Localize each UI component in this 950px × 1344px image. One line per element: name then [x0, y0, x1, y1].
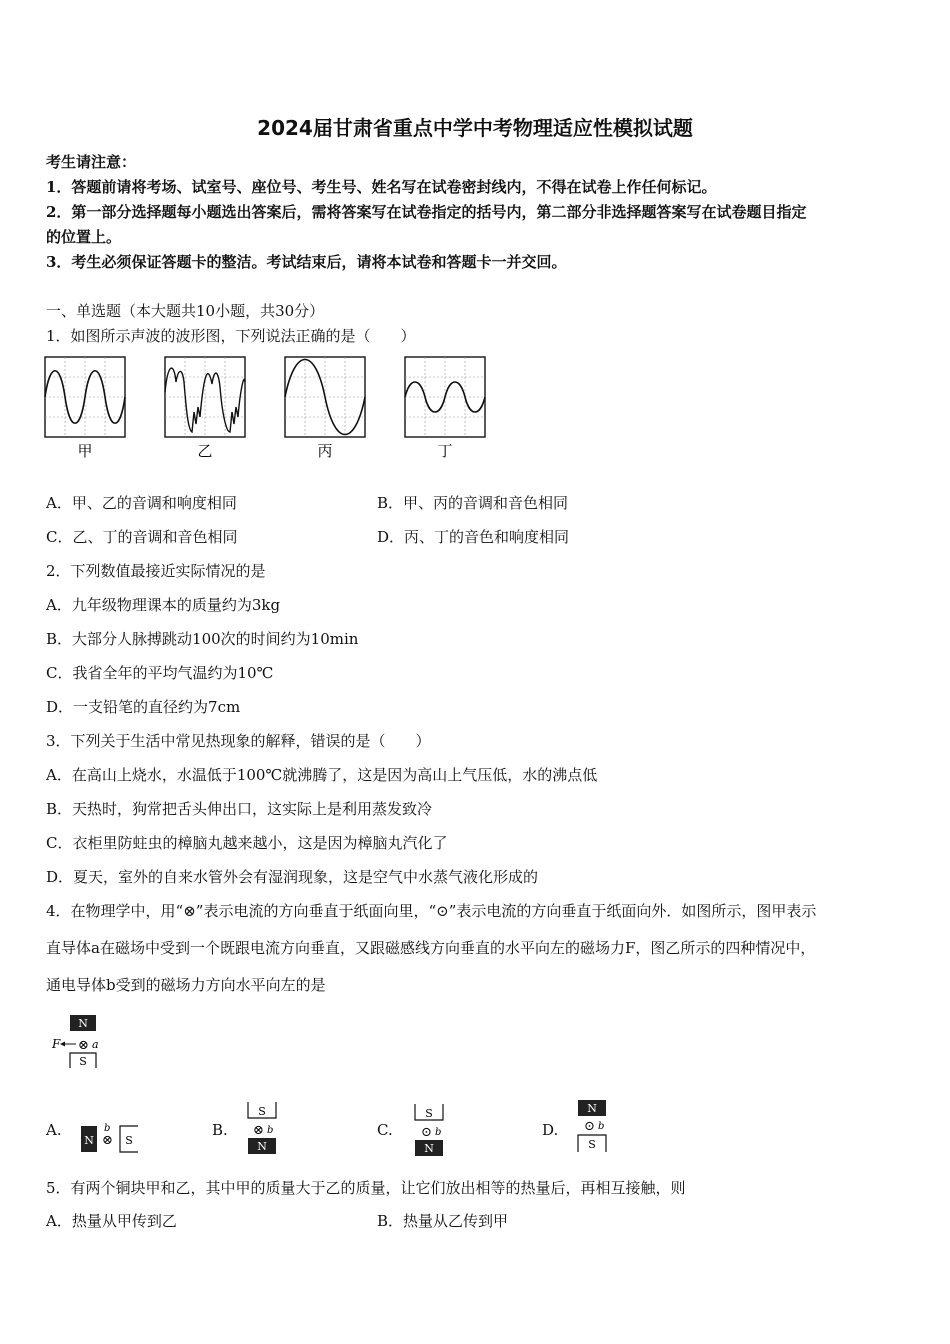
svg-text:N: N	[78, 1017, 88, 1030]
svg-text:N: N	[84, 1134, 94, 1147]
svg-text:F: F	[52, 1037, 61, 1051]
question-5-stem: 5．有两个铜块甲和乙，其中甲的质量大于乙的质量，让它们放出相等的热量后，再相互接触，则	[46, 1179, 686, 1197]
question-4-stem: 通电导体b受到的磁场力方向水平向左的是	[46, 976, 326, 994]
waveform-label: 丙	[317, 442, 333, 460]
q2-option-d[interactable]: D．一支铅笔的直径约为7cm	[46, 698, 241, 716]
q1-option-c[interactable]: C．乙、丁的音调和音色相同	[46, 528, 238, 546]
question-4-stem: 直导体a在磁场中受到一个既跟电流方向垂直，又跟磁感线方向垂直的水平向左的磁场力F，图乙所示的四种情况中，	[46, 939, 816, 957]
question-2-stem: 2．下列数值最接近实际情况的是	[46, 562, 266, 580]
waveform-bing	[285, 357, 365, 460]
q4-option-d[interactable]: D.	[542, 1121, 559, 1139]
q1-option-d[interactable]: D．丙、丁的音色和响度相同	[377, 528, 570, 546]
svg-text:b: b	[435, 1127, 442, 1138]
svg-text:b: b	[104, 1123, 111, 1134]
svg-text:S: S	[425, 1107, 433, 1120]
svg-text:b: b	[598, 1121, 605, 1132]
q2-option-a[interactable]: A．九年级物理课本的质量约为3kg	[46, 596, 281, 614]
notice-item: 1．答题前请将考场、试室号、座位号、考生号、姓名写在试卷密封线内，不得在试卷上作任何标记。	[46, 178, 717, 196]
waveform-figure	[40, 352, 500, 464]
q3-option-c[interactable]: C．衣柜里防蛀虫的樟脑丸越来越小，这是因为樟脑丸汽化了	[46, 834, 448, 852]
q1-option-a[interactable]: A．甲、乙的音调和响度相同	[46, 494, 237, 512]
section-heading: 一、单选题（本大题共10小题，共30分）	[46, 302, 325, 320]
q5-option-b[interactable]: B．热量从乙传到甲	[377, 1212, 509, 1230]
svg-text:S: S	[588, 1138, 596, 1151]
svg-text:N: N	[587, 1102, 597, 1115]
svg-text:⊙: ⊙	[584, 1119, 595, 1134]
q3-option-d[interactable]: D．夏天，室外的自来水管外会有湿润现象，这是空气中水蒸气液化形成的	[46, 868, 539, 886]
svg-text:⊙: ⊙	[421, 1125, 432, 1140]
notice-item: 2．第一部分选择题每小题选出答案后，需将答案写在试卷指定的括号内，第二部分非选择题答案写在试卷题目指定	[46, 203, 807, 221]
question-1-stem: 1．如图所示声波的波形图，下列说法正确的是（ ）	[46, 327, 416, 345]
question-4-stem: 4．在物理学中，用“⊗”表示电流的方向垂直于纸面向里，“⊙”表示电流的方向垂直于纸面向外．如图所示，图甲表示	[46, 902, 817, 920]
question-3-stem: 3．下列关于生活中常见热现象的解释，错误的是（ ）	[46, 732, 431, 750]
magnet-figure-d	[573, 1096, 613, 1156]
svg-text:S: S	[258, 1105, 266, 1118]
waveform-yi	[165, 357, 245, 460]
notice-item: 的位置上。	[46, 228, 122, 246]
svg-text:⊗: ⊗	[253, 1123, 264, 1138]
svg-text:⊗: ⊗	[78, 1038, 89, 1053]
q3-option-b[interactable]: B．天热时，狗常把舌头伸出口，这实际上是利用蒸发致冷	[46, 800, 433, 818]
q2-option-b[interactable]: B．大部分人脉搏跳动100次的时间约为10min	[46, 630, 359, 648]
svg-text:S: S	[125, 1134, 133, 1147]
waveform-jia	[45, 357, 125, 460]
svg-text:N: N	[257, 1140, 267, 1153]
waveform-label: 甲	[77, 442, 93, 460]
svg-text:a: a	[92, 1038, 99, 1051]
svg-text:S: S	[79, 1055, 87, 1068]
magnet-figure-b	[243, 1099, 283, 1159]
magnet-figure-c	[410, 1101, 450, 1161]
waveform-label: 丁	[437, 442, 453, 460]
svg-text:b: b	[267, 1125, 274, 1136]
q5-option-a[interactable]: A．热量从甲传到乙	[46, 1212, 177, 1230]
svg-text:⊗: ⊗	[102, 1133, 113, 1148]
q3-option-a[interactable]: A．在高山上烧水，水温低于100℃就沸腾了，这是因为高山上气压低，水的沸点低	[46, 766, 598, 784]
q4-option-b[interactable]: B.	[212, 1121, 228, 1139]
svg-text:N: N	[424, 1142, 434, 1155]
page-title: 2024届甘肃省重点中学中考物理适应性模拟试题	[257, 116, 693, 140]
q4-option-a[interactable]: A.	[46, 1121, 62, 1139]
waveform-ding	[405, 357, 485, 460]
q4-option-c[interactable]: C.	[377, 1121, 393, 1139]
q2-option-c[interactable]: C．我省全年的平均气温约为10℃	[46, 664, 274, 682]
q1-option-b[interactable]: B．甲、丙的音调和音色相同	[377, 494, 569, 512]
notice-heading: 考生请注意：	[46, 153, 137, 171]
magnet-figure-jia	[46, 1012, 116, 1072]
magnet-figure-a	[78, 1118, 144, 1156]
notice-item: 3．考生必须保证答题卡的整洁。考试结束后，请将本试卷和答题卡一并交回。	[46, 253, 567, 271]
waveform-label: 乙	[197, 442, 213, 460]
